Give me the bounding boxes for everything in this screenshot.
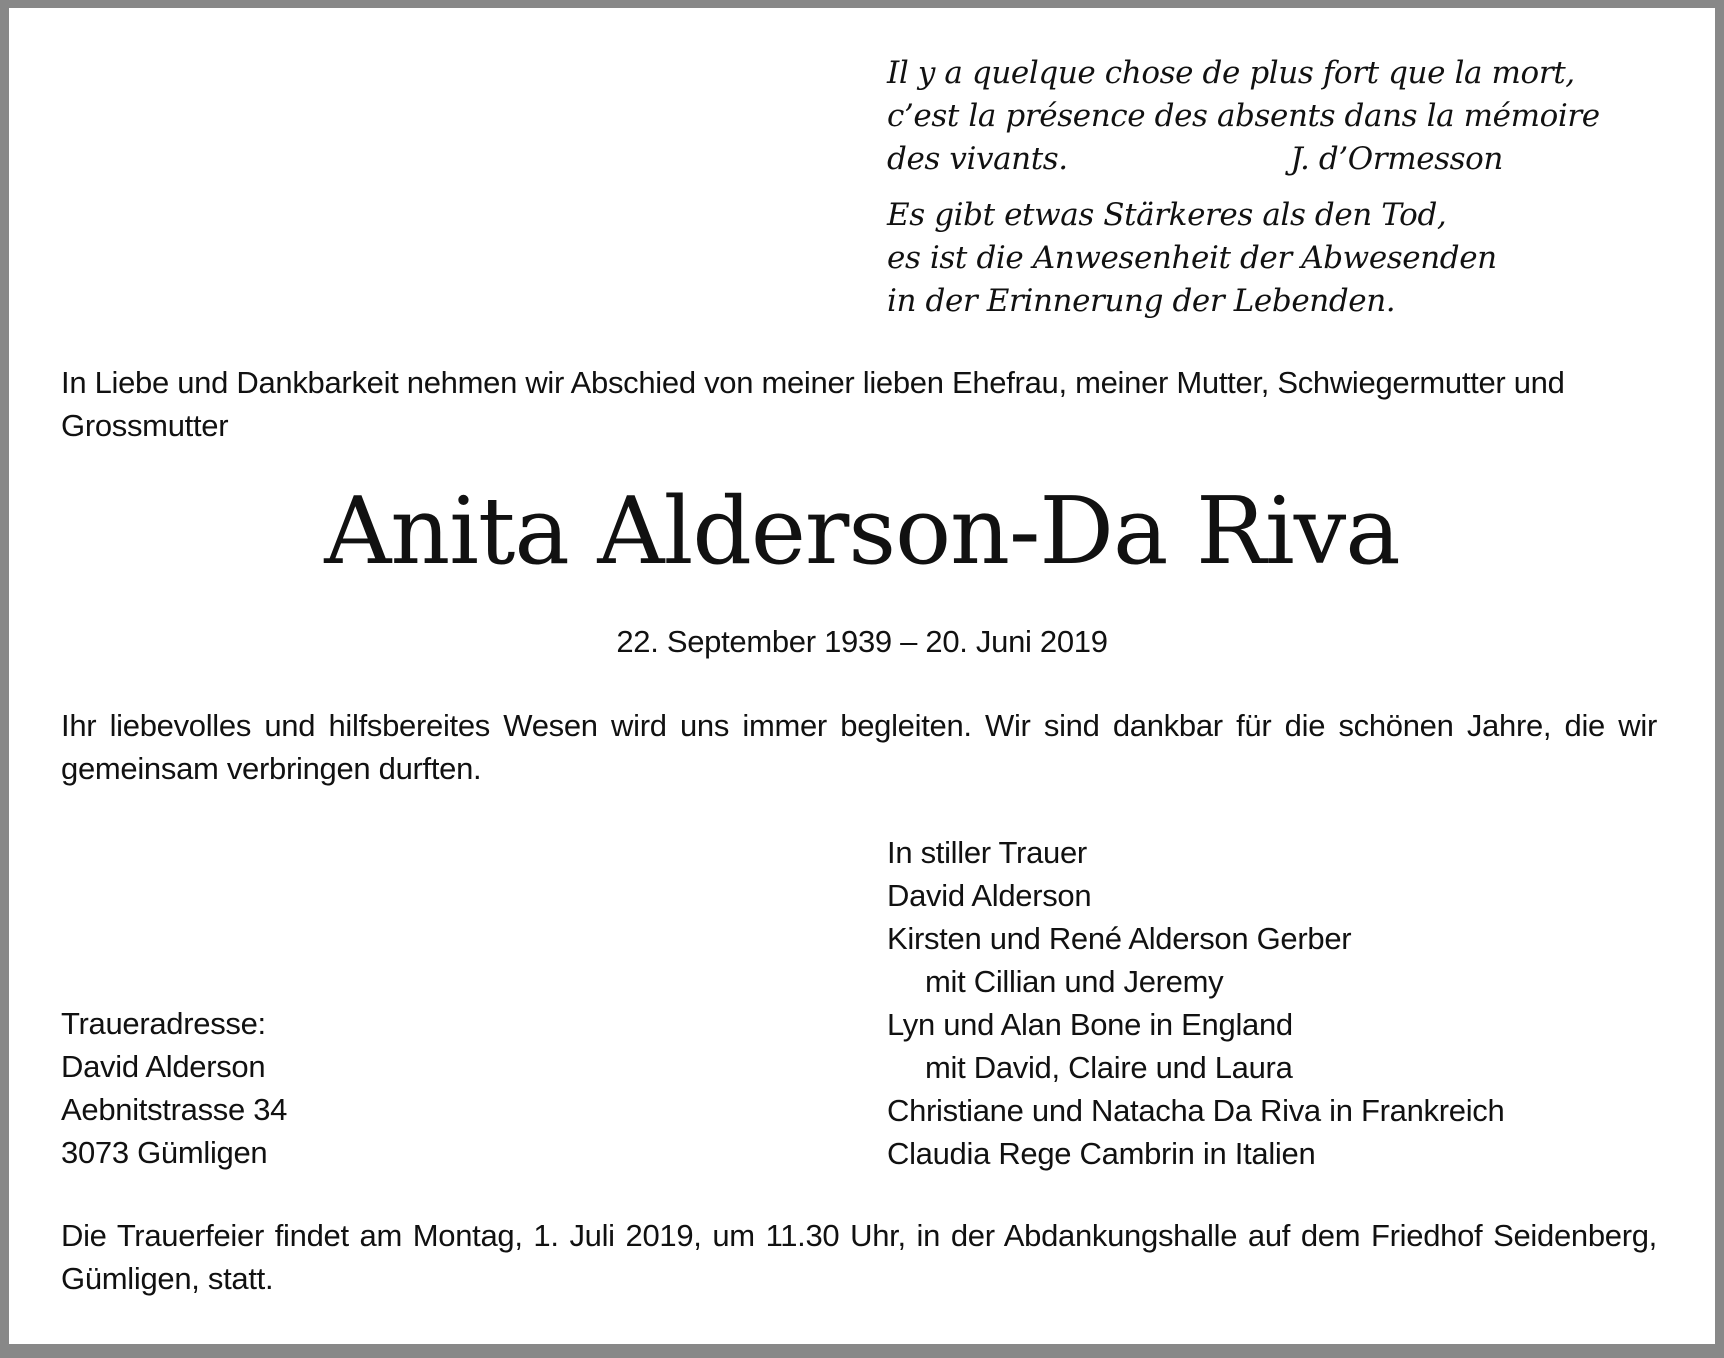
quote-german-line: es ist die Anwesenheit der Abwesenden [887,240,1497,276]
address-street: Aebnitstrasse 34 [61,1092,288,1127]
address-label: Traueradresse: [61,1006,266,1041]
quote-french-last-line [887,138,1503,181]
mourner-line: Kirsten und René Alderson Gerber [887,921,1352,956]
quote-german-line: in der Erinnerung der Lebenden. [887,283,1396,319]
deceased-name: Anita Alderson-Da Riva [324,477,1400,585]
obituary-page [9,8,1715,1344]
mourners-heading: In stiller Trauer [887,835,1087,870]
mourner-line: Christiane und Natacha Da Riva in Frankreich [887,1093,1505,1128]
mourner-line: mit David, Claire und Laura [925,1050,1293,1085]
quote-french-line: Il y a quelque chose de plus fort que la mort, [887,55,1575,91]
service-notice: Die Trauerfeier findet am Montag, 1. Juli 2019, um 11.30 Uhr, in der Abdankungshalle auf dem Friedhof Seidenberg, Gümligen, statt. [61,1218,1657,1296]
mourner-line: David Alderson [887,878,1092,913]
address-city: 3073 Gümligen [61,1135,268,1170]
quote-german [887,194,1527,323]
mourner-line: Lyn und Alan Bone in England [887,1007,1293,1042]
quote-french [887,52,1600,181]
mourners-list [887,831,1667,1175]
quote-french-line: des vivants. [887,141,1068,177]
address-name: David Alderson [61,1049,266,1084]
quote-french-line: c’est la présence des absents dans la mémoire [887,98,1600,134]
quote-german-line: Es gibt etwas Stärkeres als den Tod, [887,197,1447,233]
tribute-text: Ihr liebevolles und hilfsbereites Wesen wird uns immer begleiten. Wir sind dankbar für die schönen Jahre, die wir gemeinsam verbringen durften. [61,708,1657,786]
mourning-address [61,1002,661,1174]
intro-text: In Liebe und Dankbarkeit nehmen wir Abschied von meiner lieben Ehefrau, meiner Mutter, Schwiegermutter und Grossmutter [61,365,1565,443]
mourner-line: Claudia Rege Cambrin in Italien [887,1136,1316,1171]
quote-author: J. d’Ormesson [1290,141,1503,177]
mourner-line: mit Cillian und Jeremy [925,964,1224,999]
life-dates: 22. September 1939 – 20. Juni 2019 [616,624,1108,659]
